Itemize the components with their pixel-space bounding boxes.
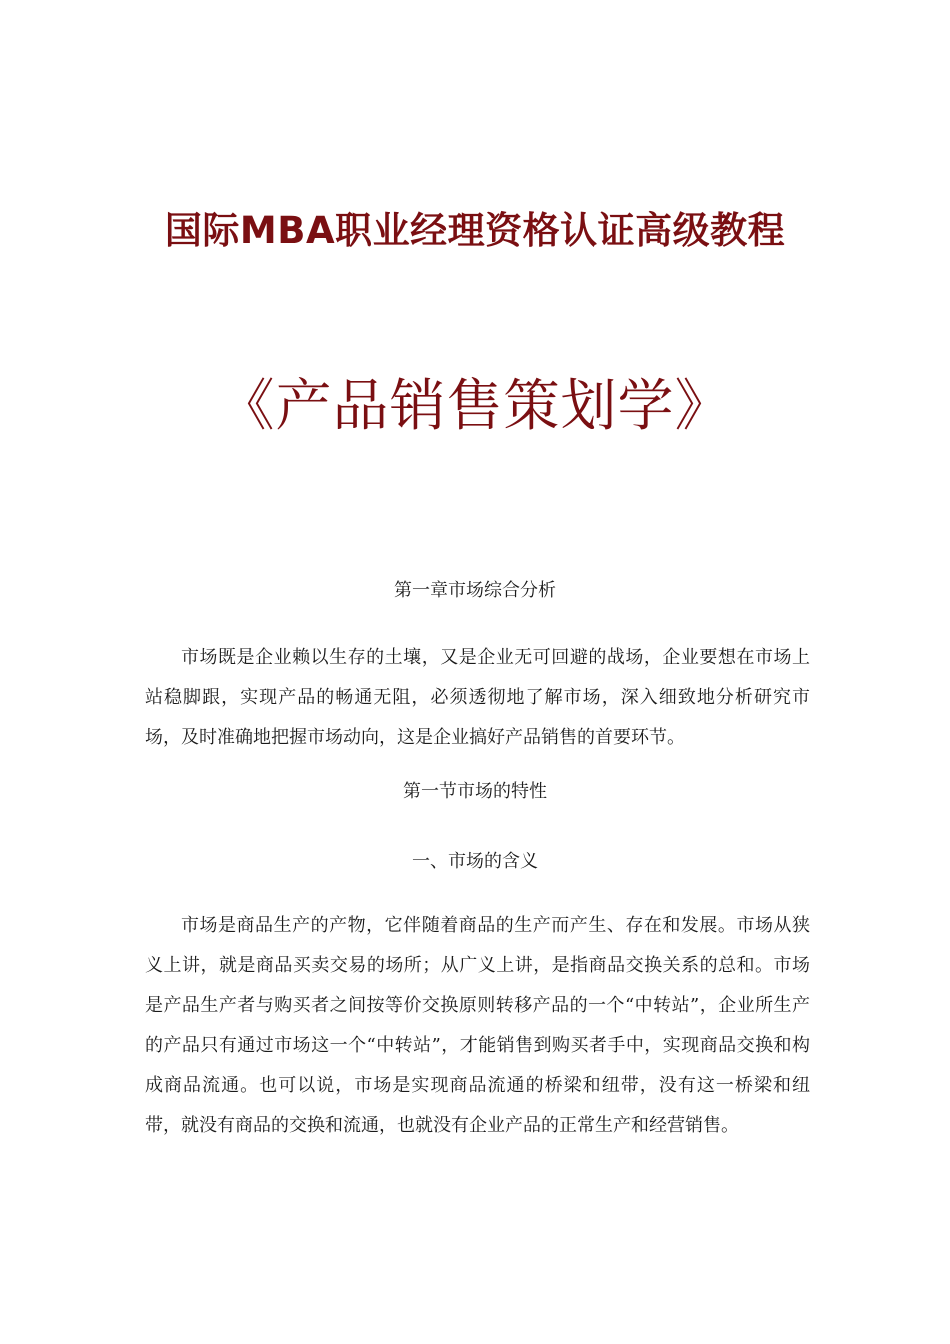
chapter-intro-paragraph: 市场既是企业赖以生存的土壤，又是企业无可回避的战场，企业要想在市场上站稳脚跟，实现产品的畅通无阻，必须透彻地了解市场，深入细致地分析研究市场，及时准确地把握市场动向，这是企业搞好产品销售的首要环节。 [145, 647, 810, 748]
book-title: 《产品销售策划学》 [218, 374, 732, 439]
section-heading: 第一节市场的特性 [403, 781, 547, 802]
series-title: 国际MBA职业经理资格认证高级教程 [164, 209, 786, 252]
chapter-heading: 第一章市场综合分析 [394, 580, 556, 601]
subsection-heading: 一、市场的含义 [412, 851, 538, 872]
subsection-body-paragraph: 市场是商品生产的产物，它伴随着商品的生产而产生、存在和发展。市场从狭义上讲，就是商品买卖交易的场所；从广义上讲，是指商品交换关系的总和。市场是产品生产者与购买者之间按等价交换原则转移产品的一个“中转站”，企业所生产的产品只有通过市场这一个“中转站”，才能销售到购买者手中，实现商品交换和构成商品流通。也可以说，市场是实现商品流通的桥梁和纽带，没有这一桥梁和纽带，就没有商品的交换和流通，也就没有企业产品的正常生产和经营销售。 [145, 915, 810, 1136]
